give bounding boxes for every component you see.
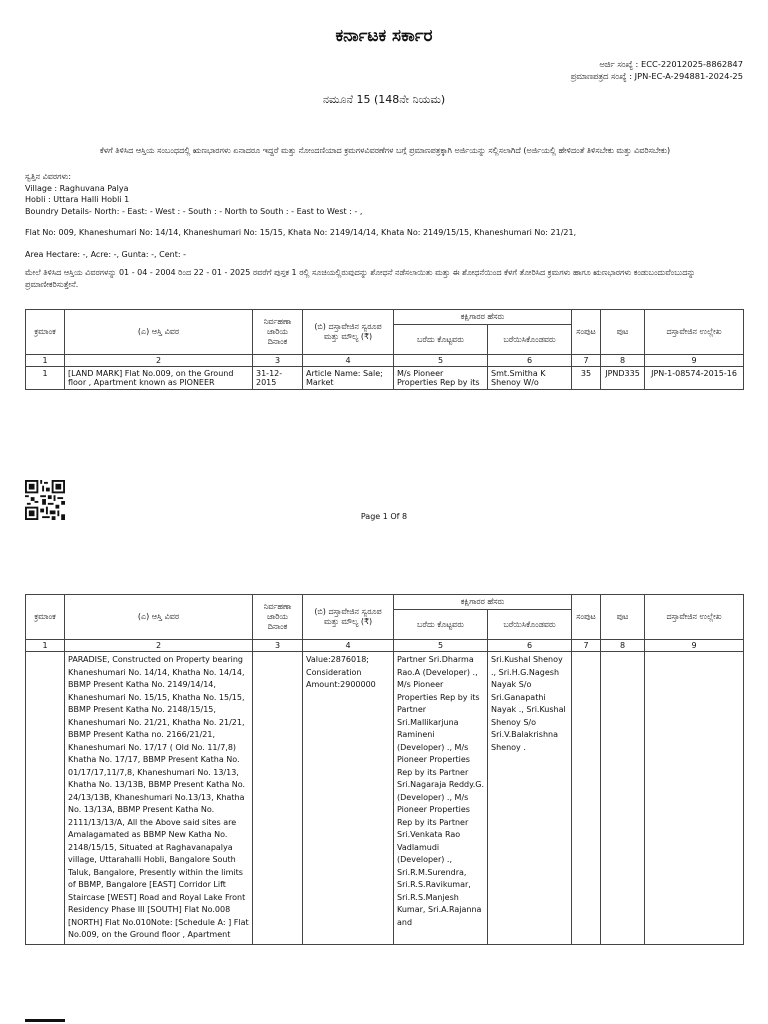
form-title: ನಮೂನೆ 15 (148ನೇ ನಿಯಮ) [322,93,446,106]
certification-statement: ಮೇಲೆ ತಿಳಿಸಿದ ಆಸ್ತಿಯ ವಿವರಗಳನ್ನು 01 - 04 - 2004 ರಿಂದ 22 - 01 - 2025 ರವರೆಗೆ ಪುಸ್ತಕ 1 ರಲ್ಲಿ ಸೂಚಿಯಲ್ಲಿರುವುದನ್ನು ಶೋಧನೆ ನಡೆಸಲಾಯಿತು ಮತ್ತು ಈ ಶೋಧನೆಯಿಂದ ಕೆಳಗೆ ತೋರಿಸಿದ ಕ್ರಮಗಳು ಹಾಗೂ ಋಣಭಾರಗಳು ಕಂಡುಬಂದುವೆಂಬುದನ್ನು ಪ್ರಮಾಣೀಕರಿಸುತ್ತೇನೆ. [25,268,696,289]
header-parties: ಕಕ್ಷಿಗಾರರ ಹೆಸರು [394,310,572,325]
header-doc-nature: (ಬಿ) ದಸ್ತಾವೇಜಿನ ಸ್ವರೂಪ ಮತ್ತು ಮೌಲ್ಯ (₹) [303,310,394,355]
header-page: ಪುಟ [601,595,645,640]
details-heading: ಸ್ವತ್ತಿನ ವಿವರಗಳು: [25,172,72,181]
table-row: PARADISE, Constructed on Property bearing Khaneshumari No. 14/14, Khatha No. 14/14, BBMP Present Katha No. 2149/14/14, Khaneshumari No. 15/15, Khatha No. 15/15, BBMP Present Katha No. 2148/15/15, Khaneshumari No. 21/21, Khatha No. 21/21, BBMP Present Katha no. 2166/21/21, Khaneshumari No. 17/17 ( Old No. 11/7,8) Khatha No. 17/17, BBMP Present Katha No. 01/17/17,11/7,8, Khaneshumari No. 13/13, Khatha No. 13/13B, BBMP Present Katha No. 24/13/13B, Khaneshumari No.13/13, Khatha No. 13/13A, BBMP Present Katha No. 2111/13/13/A, All the Above said sites are Amalagamated as BBMP New Katha No. 2148/15/15, Situated at Raghavanapalya village, Uttarahalli Hobli, Bangalore South Taluk, Bangalore, Presently within the limits of BBMP, Bangalore [EAST] Corridor Lift Staircase [WEST] Road and Royal Lake Front Residency Phase III [SOUTH] Flat No.008 [NORTH] Flat No.010Note: [Schedule A: ] Flat No.009, on the Ground floor , Apartment Value:2876018; Consideration Amount:2900000 Partner Sri.Dharma Rao.A (Developer) ., M/s Pioneer Properties Rep by its Partner Sri.Mallikarjuna Ramineni (Developer) ., M/s Pioneer Properties Rep by its Partner Sri.Nagaraja Reddy.G. (Developer) ., M/s Pioneer Properties Rep by its Partner Sri.Venkata Rao Vadlamudi (Developer) ., Sri.R.M.Surendra, Sri.R.S.Ravikumar, Sri.R.S.Manjesh Kumar, Sri.A.Rajanna and Sri.Kushal Shenoy ., Sri.H.G.Nagesh Nayak S/o Sri.Ganapathi Nayak ., Sri.Kushal Shenoy S/o Sri.V.Balakrishna Shenoy . [26,652,744,945]
header-executant: ಬರೆದು ಕೊಟ್ಟವರು [394,325,488,355]
header-serial: ಕ್ರಮಾಂಕ [26,595,65,640]
header-property: (ಎ) ಆಸ್ತಿ ವಿವರ [65,595,253,640]
header-volume: ಸಂಪುಟ [572,595,601,640]
header-page: ಪುಟ [601,310,645,355]
certificate-number: ಪ್ರಮಾಣಪತ್ರದ ಸಂಖ್ಯೆ : JPN-EC-A-294881-2024-25 [570,71,743,81]
next-page-marker [25,1019,65,1022]
table-row: 1 [LAND MARK] Flat No.009, on the Ground floor , Apartment known as PIONEER 31-12-2015 Article Name: Sale; Market M/s Pioneer Properties Rep by its Smt.Smitha K Shenoy W/o 35 JPND335 JPN-1-08574-2015-16 [26,367,744,390]
property-details [25,171,745,260]
column-number-row: 1 2 3 4 5 6 7 8 9 [26,355,744,367]
intro-text: ಕೆಳಗೆ ತಿಳಿಸಿದ ಆಸ್ತಿಯ ಸಂಬಂಧದಲ್ಲಿ ಋಣಭಾರಗಳು ಏನಾದರೂ ಇದ್ದರೆ ಮತ್ತು ನೋಂದಣಿಯಾದ ಕ್ರಮಗಳವಿವರಣೆಗಳ ಬಗ್ಗೆ ಪ್ರಮಾಣಪತ್ರಕ್ಕಾಗಿ ಅರ್ಜಿಯನ್ನು ಸಲ್ಲಿಸಲಾಗಿದೆ (ಅರ್ಜಿಯಲ್ಲಿ ಹೇಳಿದಂತೆ ತಿಳಿಸಬೇಕು ಮತ್ತು ವಿವರಿಸಬೇಕು) [99,146,671,155]
page-number: Page 1 Of 8 [360,512,408,521]
header-doc-nature: (ಬಿ) ದಸ್ತಾವೇಜಿನ ಸ್ವರೂಪ ಮತ್ತು ಮೌಲ್ಯ (₹) [303,595,394,640]
flat-line: Flat No: 009, Khaneshumari No: 14/14, Khaneshumari No: 15/15, Khata No: 2149/14/14, Khata No: 2149/15/15, Khaneshumari No: 21/21, [25,228,577,237]
header-volume: ಸಂಪುಟ [572,310,601,355]
header-serial: ಕ್ರಮಾಂಕ [26,310,65,355]
encumbrance-table-page1 [25,309,744,390]
encumbrance-table-page2 [25,594,744,945]
hobli-line: Hobli : Uttara Halli Hobli 1 [25,195,130,204]
header-doc-ref: ದಸ್ತಾವೇಜಿನ ಉಲ್ಲೇಖ [645,595,744,640]
header-claimant: ಬರೆಯಿಸಿಕೊಂಡವರು [488,325,572,355]
village-line: Village : Raghuvana Palya [25,183,129,193]
area-line: Area Hectare: -, Acre: -, Gunta: -, Cent: - [25,249,186,259]
header-doc-ref: ದಸ್ತಾವೇಜಿನ ಉಲ್ಲೇಖ [645,310,744,355]
header-property: (ಎ) ಆಸ್ತಿ ವಿವರ [65,310,253,355]
reference-numbers [571,58,743,82]
column-number-row: 1 2 3 4 5 6 7 8 9 [26,640,744,652]
header-executant: ಬರೆದು ಕೊಟ್ಟವರು [394,610,488,640]
header-parties: ಕಕ್ಷಿಗಾರರ ಹೆಸರು [394,595,572,610]
boundary-line: Boundry Details- North: - East: - West : - South : - North to South : - East to West : - , [25,206,363,216]
header-exec-date: ನಿರ್ವಹಣಾ ಜಾರಿಯ ದಿನಾಂಕ [253,595,303,640]
page-title: ಕರ್ನಾಟಕ ಸರ್ಕಾರ [335,26,433,46]
header-claimant: ಬರೆಯಿಸಿಕೊಂಡವರು [488,610,572,640]
header-exec-date: ನಿರ್ವಹಣಾ ಜಾರಿಯ ದಿನಾಂಕ [253,310,303,355]
application-number: ಅರ್ಜಿ ಸಂಖ್ಯೆ : ECC-22012025-8862847 [599,59,743,69]
